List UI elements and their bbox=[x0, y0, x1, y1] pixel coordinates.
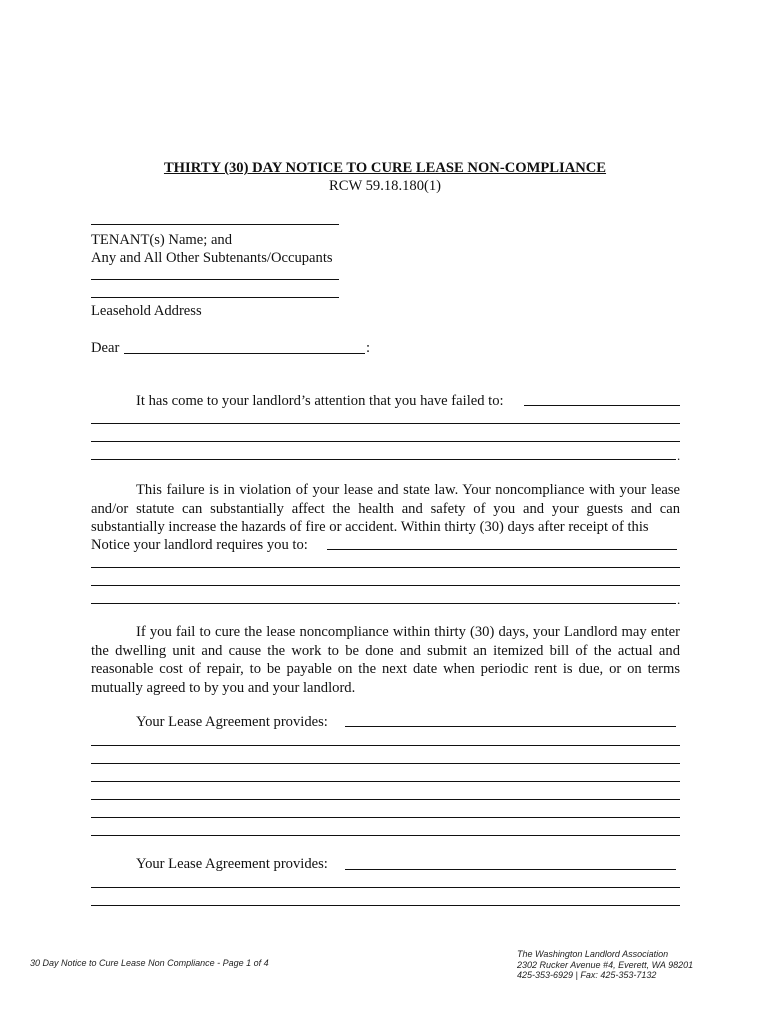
violation-paragraph-end: Notice your landlord requires you to: bbox=[91, 537, 308, 553]
lease-provides-1-line-7[interactable] bbox=[91, 835, 680, 836]
address-label: Leasehold Address bbox=[91, 303, 202, 319]
failed-to-period: . bbox=[677, 448, 681, 463]
failed-to-line-2[interactable] bbox=[91, 423, 680, 424]
page-footer-label: 30 Day Notice to Cure Lease Non Compliance - Page 1 of 4 bbox=[30, 958, 269, 968]
statute-reference: RCW 59.18.180(1) bbox=[328, 178, 442, 194]
requires-line-2[interactable] bbox=[91, 567, 680, 568]
lease-provides-1-line-6[interactable] bbox=[91, 817, 680, 818]
requires-period: . bbox=[677, 592, 681, 607]
document-title: THIRTY (30) DAY NOTICE TO CURE LEASE NON-COMPLIANCE bbox=[163, 160, 607, 176]
occupants-line[interactable] bbox=[91, 279, 339, 280]
requires-line-4[interactable] bbox=[91, 603, 676, 604]
lease-provides-1-line-1[interactable] bbox=[345, 726, 676, 727]
association-info bbox=[517, 949, 693, 981]
lease-provides-1-line-3[interactable] bbox=[91, 763, 680, 764]
failed-to-line-1[interactable] bbox=[524, 405, 680, 406]
tenant-label: TENANT(s) Name; and bbox=[91, 232, 233, 248]
failed-to-line-4[interactable] bbox=[91, 459, 676, 460]
lease-provides-2-line-3[interactable] bbox=[91, 905, 680, 906]
requires-line-3[interactable] bbox=[91, 585, 680, 586]
cure-paragraph: If you fail to cure the lease noncompliance within thirty (30) days, your Landlord may enter the dwelling unit and cause the work to be done and submit an itemized bill of the actual and reasonable cost of repair, to be payable on the next date when periodic rent is due, or on terms mutually agreed to by you and your landlord. bbox=[91, 624, 680, 696]
salutation-name-line[interactable] bbox=[124, 353, 365, 354]
lease-provides-1-line-2[interactable] bbox=[91, 745, 680, 746]
lease-provides-label-1: Your Lease Agreement provides: bbox=[136, 714, 328, 730]
lease-provides-2-line-1[interactable] bbox=[345, 869, 676, 870]
violation-paragraph: This failure is in violation of your lease and state law. Your noncompliance with your lease and/or statute can substantially affect the health and safety of you and your guests and can substantially increase the hazards of fire or accident. Within thirty (30) days after receipt of this bbox=[91, 482, 680, 535]
lease-provides-1-line-4[interactable] bbox=[91, 781, 680, 782]
association-address: 2302 Rucker Avenue #4, Everett, WA 98201 bbox=[517, 959, 694, 970]
salutation: Dear bbox=[91, 340, 120, 356]
failed-to-line-3[interactable] bbox=[91, 441, 680, 442]
association-contact: 425-353-6929 | Fax: 425-353-7132 bbox=[517, 970, 657, 980]
lease-provides-label-2: Your Lease Agreement provides: bbox=[136, 856, 328, 872]
requires-line-1[interactable] bbox=[327, 549, 677, 550]
tenant-name-line[interactable] bbox=[91, 224, 339, 225]
association-name: The Washington Landlord Association bbox=[517, 949, 669, 959]
lease-provides-1-line-5[interactable] bbox=[91, 799, 680, 800]
failed-to-text: It has come to your landlord’s attention that you have failed to: bbox=[136, 393, 504, 409]
occupants-label: Any and All Other Subtenants/Occupants bbox=[91, 250, 333, 266]
address-line[interactable] bbox=[91, 297, 339, 298]
lease-provides-2-line-2[interactable] bbox=[91, 887, 680, 888]
salutation-colon: : bbox=[366, 340, 371, 356]
